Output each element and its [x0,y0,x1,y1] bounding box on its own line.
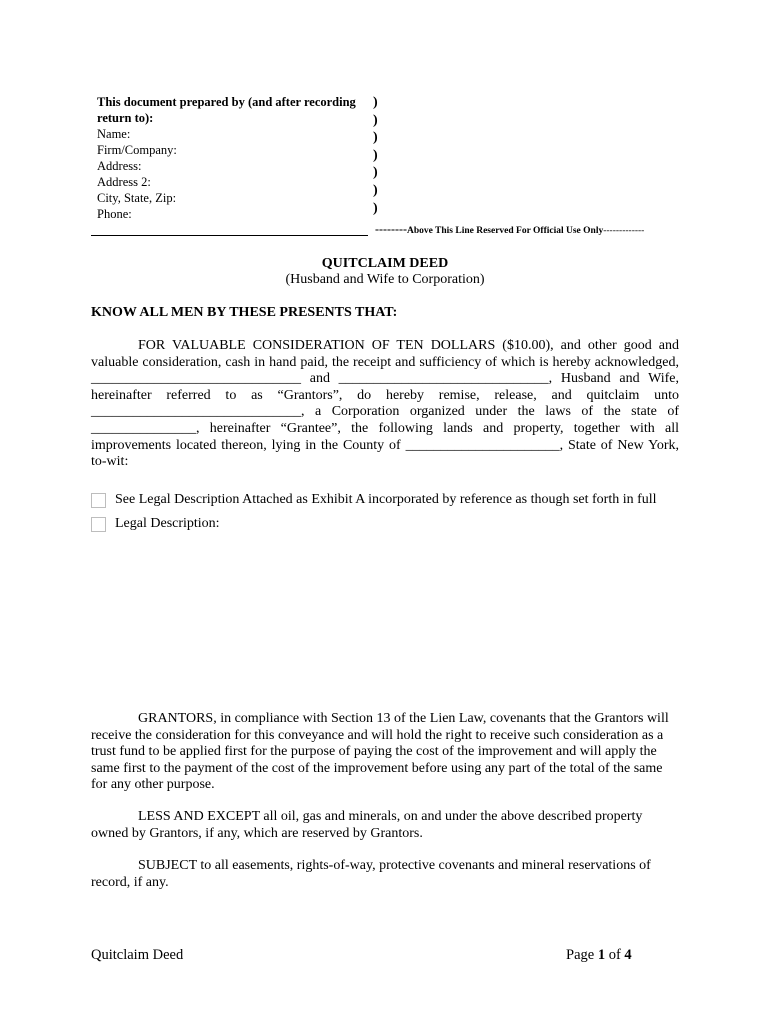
field-firm: Firm/Company: [97,143,177,157]
grantor1-blank[interactable]: ______________________________ [91,371,301,387]
consideration-text-5: , State of New York, to-wit: [91,437,679,470]
paren: ) [373,182,378,198]
paren: ) [373,95,378,110]
consideration-paragraph [91,338,679,471]
prepared-by-line2: return to): [97,111,154,125]
grantee-blank[interactable]: ______________________________, [91,404,305,420]
paren: ) [373,147,378,163]
subject-to-paragraph: SUBJECT to all easements, rights-of-way, protective covenants and mineral reservations of record, if any. [91,858,651,890]
official-tail: ------------- [603,226,645,236]
current-page: 1 [597,947,606,963]
exhibit-label: See Legal Description Attached as Exhibit A incorporated by reference as though set forth in full [115,492,657,507]
recording-divider-line [91,235,368,236]
paren-column [373,94,378,217]
lien-law-paragraph: GRANTORS, in compliance with Section 13 of the Lien Law, covenants that the Grantors will receive the consideration for this conveyance and will hold the right to receive such consideration as a trust fund to be applied first for the purpose of paying the cost of the improvement and will apply the same first to the payment of the cost of the improvement before using any part of the total of the same for any other purpose. [91,711,669,793]
field-city-state-zip: City, State, Zip: [97,191,177,205]
page-word: Page [566,947,598,963]
field-name: Name: [97,127,131,141]
official-dashes: -------- [375,222,407,236]
deed-subtitle: (Husband and Wife to Corporation) [285,272,485,287]
paren: ) [373,200,378,216]
consideration-text-2: , Husband and Wife, hereinafter referred to as “Grantors”, do hereby remise, release, and quitclaim unto [91,371,679,403]
prepared-by-line1: This document prepared by (and after recording [97,95,356,109]
field-phone: Phone: [97,207,132,221]
total-pages: 4 [624,947,632,963]
deed-title: QUITCLAIM DEED [321,256,449,271]
county-blank[interactable]: ______________________ [405,437,560,453]
official-use-line [375,222,644,237]
field-address2: Address 2: [97,175,151,189]
official-text: Above This Line Reserved For Official Use Only [406,226,604,236]
know-all-men-heading: KNOW ALL MEN BY THESE PRESENTS THAT: [91,305,398,320]
legal-description-checkbox[interactable] [91,517,106,532]
and-text: and [301,371,339,387]
paren: ) [373,165,378,181]
legal-description-option [91,516,220,532]
page-number [566,947,632,964]
consideration-text-3: a Corporation organized under the laws of the state of [304,404,679,420]
paren: ) [373,130,378,146]
exhibit-checkbox[interactable] [91,493,106,508]
legal-description-label: Legal Description: [115,516,220,531]
less-and-except-paragraph: LESS AND EXCEPT all oil, gas and minerals, on and under the above described property owned by Grantors, if any, which are reserved by Grantors. [91,809,643,841]
footer-title: Quitclaim Deed [91,947,184,963]
consideration-text-1: FOR VALUABLE CONSIDERATION OF TEN DOLLARS ($10.00), and other good and valuable consideration, cash in hand paid, the receipt and sufficiency of which is hereby acknowledged, [91,338,679,370]
grantor2-blank[interactable]: ______________________________ [338,371,549,387]
paren: ) [373,112,378,128]
preparer-block [97,94,367,222]
state-blank[interactable]: _______________ [91,420,196,436]
field-address: Address: [97,159,142,173]
exhibit-option [91,492,657,508]
consideration-text-4: , hereinafter “Grantee”, the following lands and property, together with all improvements located thereon, lying in the County of [91,420,679,453]
of-word: of [605,947,625,963]
